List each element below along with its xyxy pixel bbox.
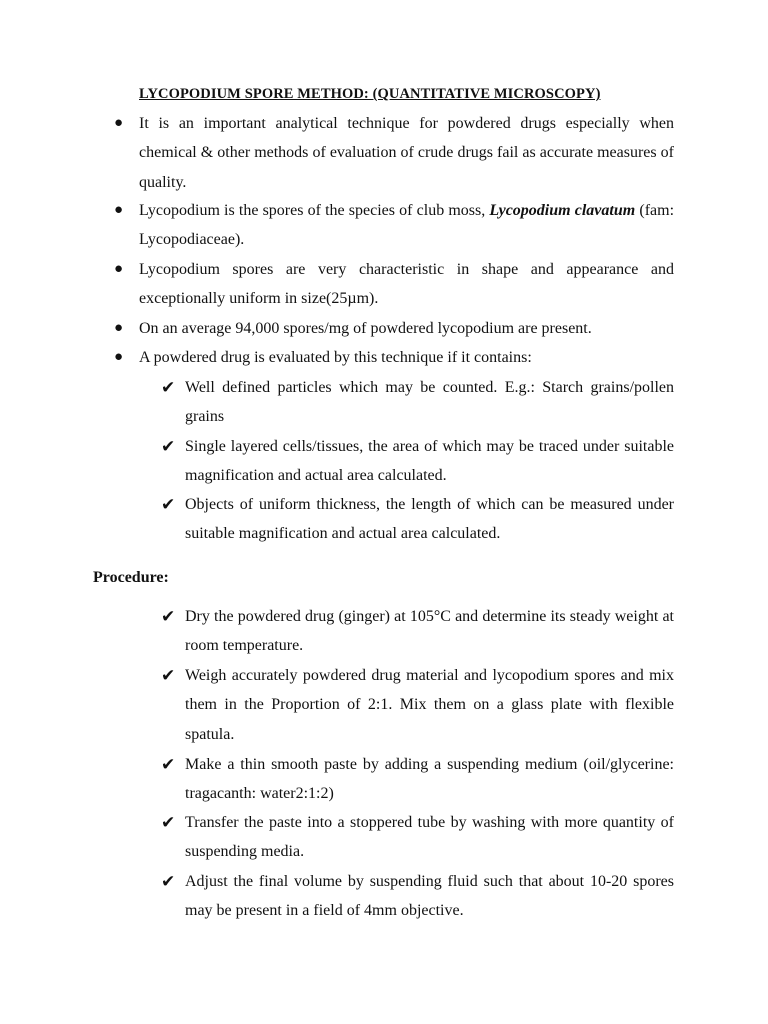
bullet-item [114, 314, 674, 343]
procedure-step-text: Adjust the final volume by suspending fluid such that about 10-20 spores may be present in a field of 4mm objective. [185, 873, 674, 920]
page-title: LYCOPODIUM SPORE METHOD: (QUANTITATIVE MICROSCOPY) [139, 86, 601, 102]
procedure-step-text: Dry the powdered drug (ginger) at 105°C and determine its steady weight at room temperature. [185, 608, 674, 655]
bullet-item [114, 255, 674, 314]
procedure-step [161, 750, 674, 809]
procedure-step [161, 808, 674, 867]
check-icon: ✔ [161, 666, 176, 685]
check-icon: ✔ [161, 813, 176, 832]
procedure-step [161, 602, 674, 661]
procedure-step [161, 867, 674, 926]
bullet-item [114, 109, 674, 197]
procedure-step [161, 661, 674, 749]
criteria-text: Objects of uniform thickness, the length of which can be measured under suitable magnification and actual area calculated. [185, 496, 674, 543]
check-icon: ✔ [161, 607, 176, 626]
criteria-item [161, 432, 674, 491]
bullet-marker: ● [114, 115, 124, 131]
bullet-item [114, 196, 675, 255]
criteria-item [161, 373, 674, 432]
bullet-text: A powdered drug is evaluated by this technique if it contains: [139, 349, 532, 366]
species-name: Lycopodium clavatum [489, 202, 636, 219]
procedure-step-text: Weigh accurately powdered drug material and lycopodium spores and mix them in the Proportion of 2:1. Mix them on a glass plate with flexible spatula. [185, 667, 674, 743]
bullet-text: It is an important analytical technique for powdered drugs especially when chemical & other methods of evaluation of crude drugs fail as accurate measures of quality. [139, 115, 674, 191]
procedure-heading: Procedure: [93, 569, 169, 586]
criteria-text: Well defined particles which may be counted. E.g.: Starch grains/pollen grains [185, 379, 674, 426]
bullet-text: On an average 94,000 spores/mg of powdered lycopodium are present. [139, 320, 592, 337]
check-icon: ✔ [161, 437, 176, 456]
bullet-text: Lycopodium spores are very characteristic in shape and appearance and exceptionally uniform in size(25µm). [139, 261, 674, 308]
check-icon: ✔ [161, 872, 176, 891]
procedure-step-text: Make a thin smooth paste by adding a suspending medium (oil/glycerine: tragacanth: water2:1:2) [185, 756, 674, 803]
bullet-text: (fam: Lycopodiaceae). [139, 202, 675, 249]
bullet-marker: ● [114, 349, 124, 365]
bullet-marker: ● [114, 261, 124, 277]
bullet-marker: ● [114, 202, 124, 218]
bullet-text: Lycopodium is the spores of the species of club moss, [139, 202, 490, 219]
check-icon: ✔ [161, 495, 176, 514]
procedure-step-text: Transfer the paste into a stoppered tube by washing with more quantity of suspending media. [185, 814, 674, 861]
bullet-marker: ● [114, 320, 124, 336]
bullet-item [114, 343, 674, 372]
check-icon: ✔ [161, 755, 176, 774]
criteria-item [161, 490, 674, 549]
criteria-text: Single layered cells/tissues, the area of which may be traced under suitable magnification and actual area calculated. [185, 438, 674, 485]
check-icon: ✔ [161, 378, 176, 397]
